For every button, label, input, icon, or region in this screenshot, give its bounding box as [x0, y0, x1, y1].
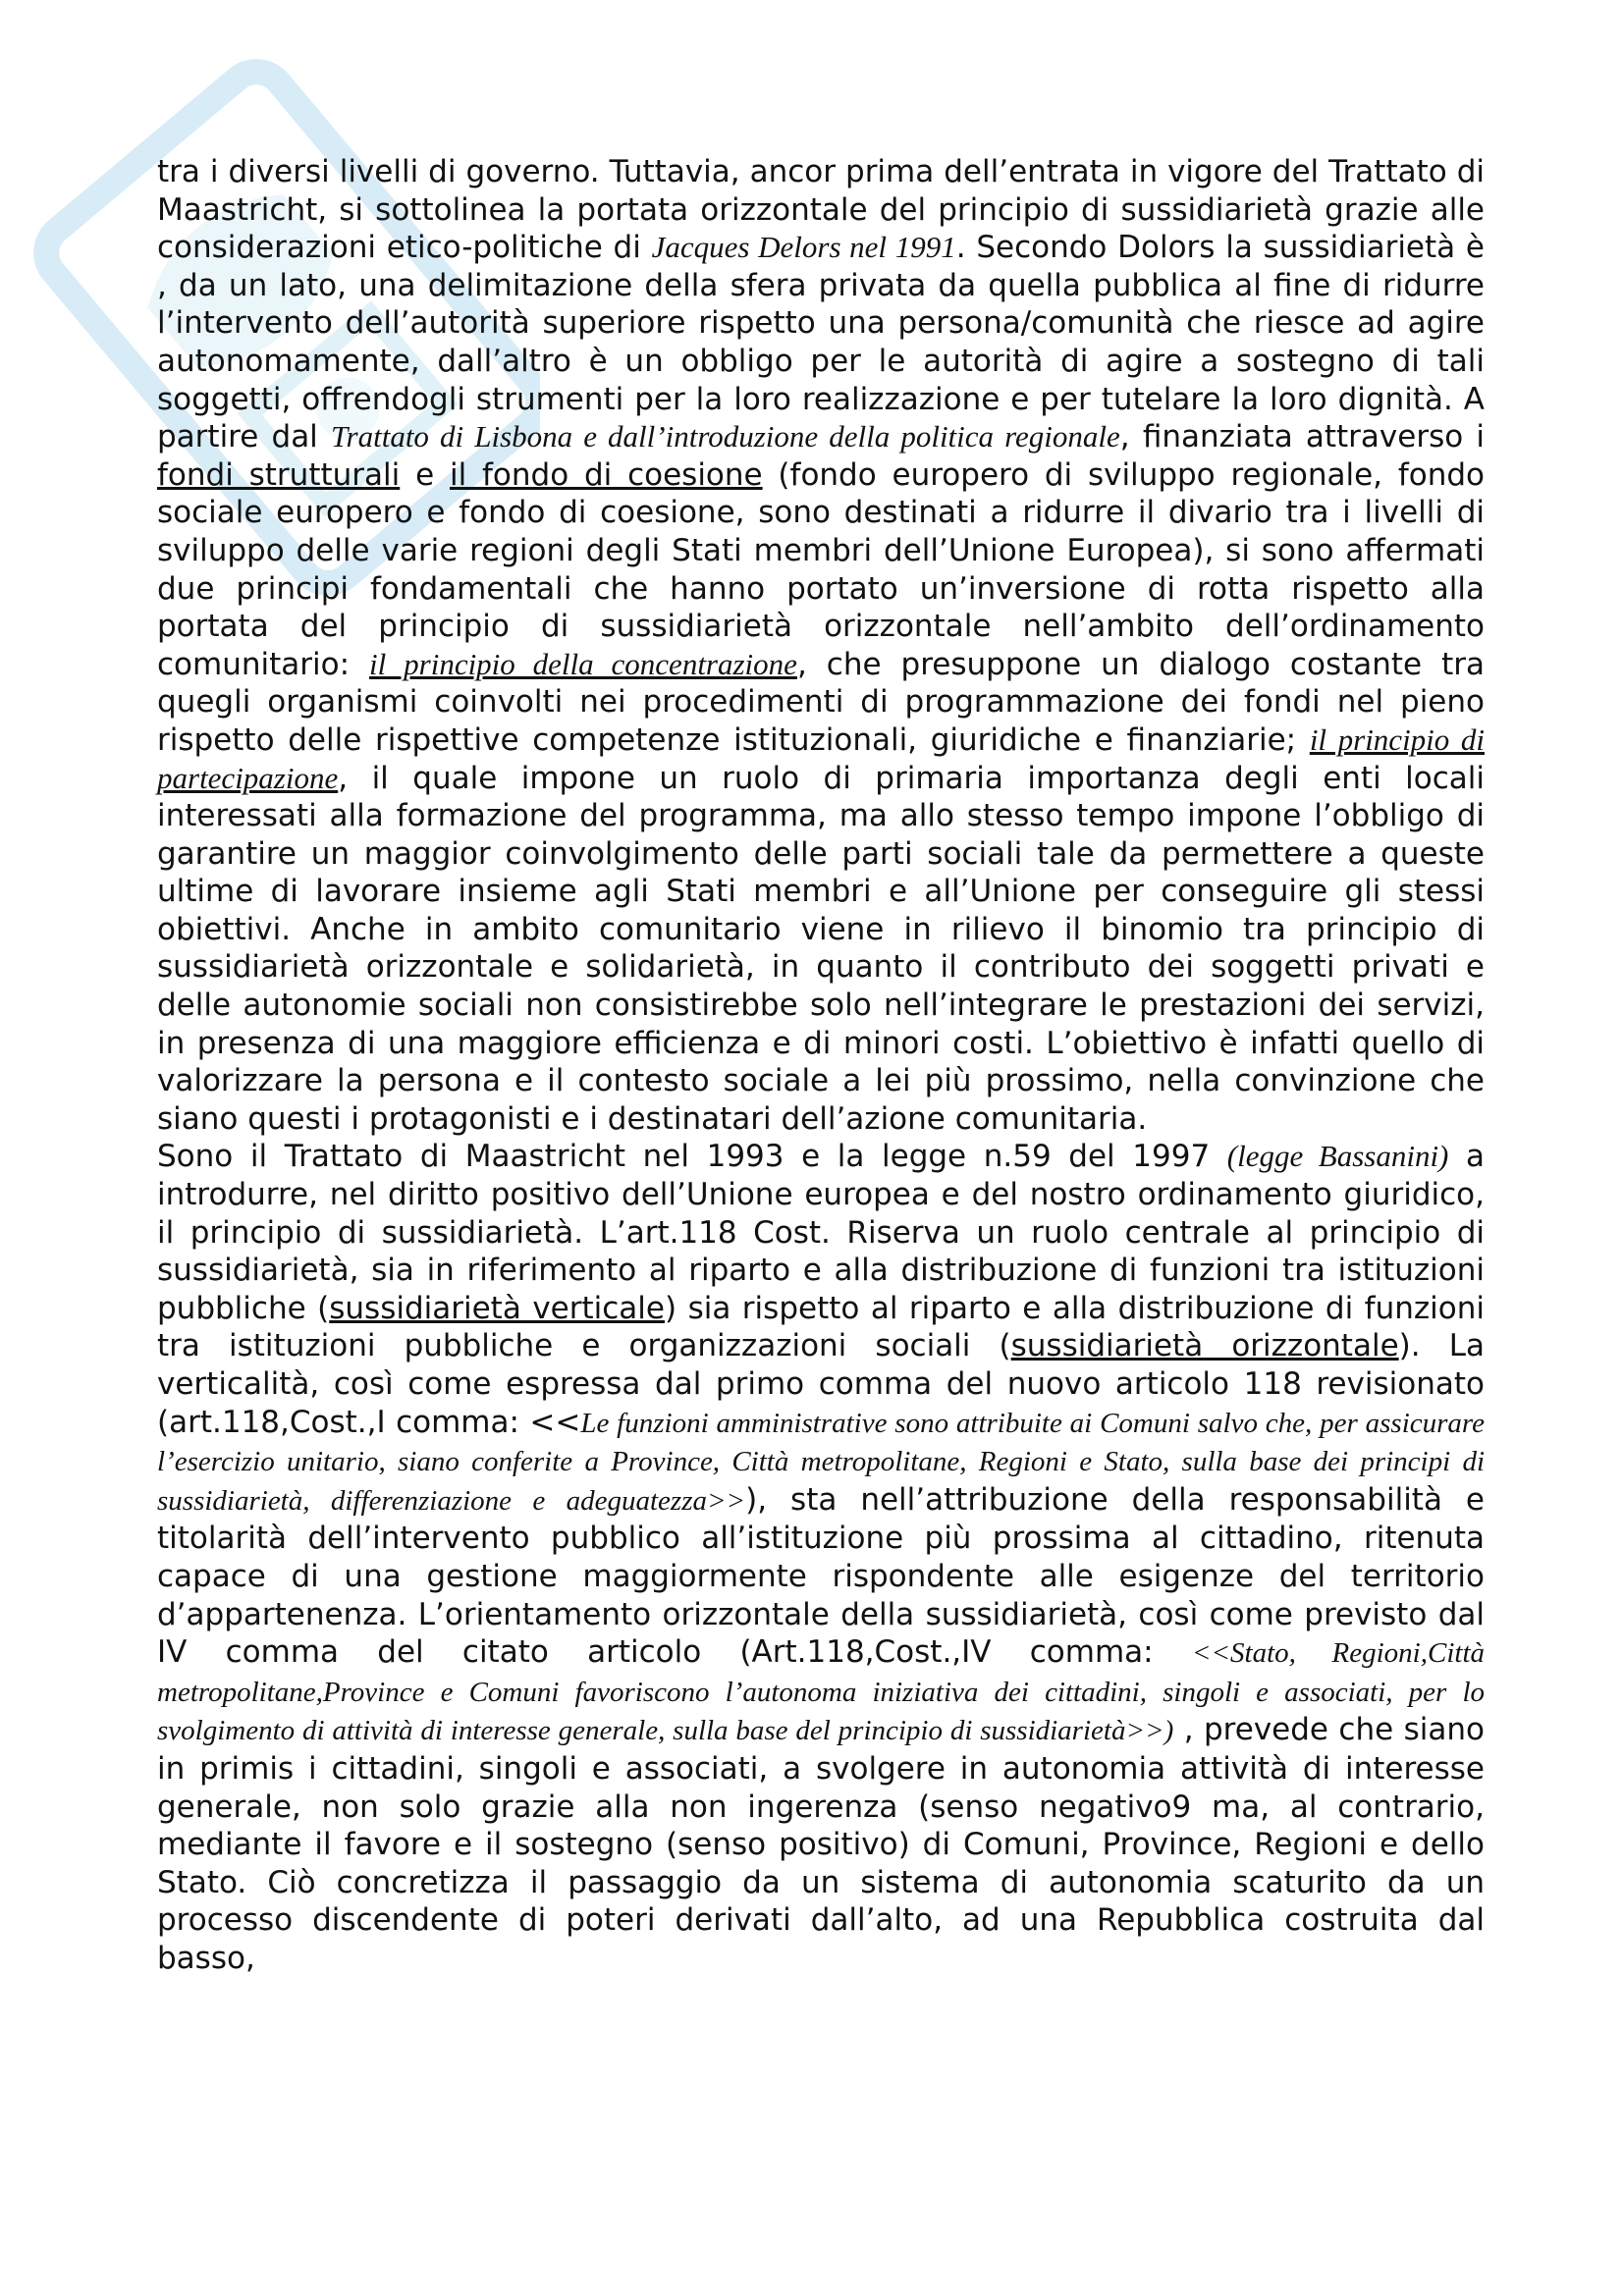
- underlined-italic-term: il principio della concentrazione: [369, 646, 797, 681]
- text-run: ). La verticalità, così come espressa dal primo comma del nuovo articolo 118 revisionato (art.118,Cost.,I comma: <<: [157, 1328, 1485, 1440]
- text-run: , il quale impone un ruolo di primaria importanza degli enti locali interessati alla formazione del programma, ma allo stesso tempo impone l’obbligo di garantire un maggior coinvolgimento delle parti sociali tale da permettere a queste ultime di lavorare insieme agli Stati membri e all’Unione per conseguire gli stessi obiettivi. Anche in ambito comunitario viene in rilievo il binomio tra principio di sussidiarietà orizzontale e solidarietà, in quanto il contributo dei soggetti privati e delle autonomie sociali non consistirebbe solo nell’integrare le prestazioni dei servizi, in presenza di una maggiore efficienza e di minori costi. L’obiettivo è infatti quello di valorizzare la persona e il contesto sociale a lei più prossimo, nella convinzione che siano questi i protagonisti e i destinatari dell’azione comunitaria.: [157, 760, 1485, 1137]
- text-run: ) sia rispetto al riparto e alla distribuzione di funzioni tra istituzioni pubbliche e organizzazioni sociali (: [157, 1290, 1485, 1364]
- legal-quote: Le funzioni amministrative sono attribuite ai Comuni salvo che, per assicurare l’esercizio unitario, siano conferite a Province, Città metropolitane, Regioni e Stato, sulla base dei principi di sussidiarietà, differenziazione e adeguatezza>>: [157, 1407, 1486, 1517]
- paragraph: [157, 1138, 1485, 1977]
- text-run: ), sta nell’attribuzione della responsabilità e titolarità dell’intervento pubblico all’istituzione più prossima al cittadino, ritenuta capace di una gestione maggiormente rispondente alle esigenze del territorio d’appartenenza. L’orientamento orizzontale della sussidiarietà, così come previsto dal IV comma del citato articolo (Art.118,Cost.,IV comma:: [157, 1481, 1485, 1671]
- text-run: , che presuppone un dialogo costante tra quegli organismi coinvolti nei procedimenti di programmazione dei fondi nel pieno rispetto delle rispettive competenze istituzionali, giuridiche e finanziarie;: [157, 646, 1485, 758]
- underlined-italic-term: il principio di partecipazione: [157, 721, 1485, 795]
- text-run: e: [400, 456, 450, 493]
- italic-reference: (legge Bassanini): [1226, 1139, 1449, 1174]
- underlined-term: sussidiarietà orizzontale: [1010, 1328, 1399, 1364]
- paragraph: [157, 153, 1485, 1138]
- text-run: tra i diversi livelli di governo. Tuttavia, ancor prima dell’entrata in vigore del Trattato di Maastricht, si sottolinea la portata orizzontale del principio di sussidiarietà grazie alle considerazioni etico-politiche di: [157, 154, 1485, 266]
- text-run: a introdurre, nel diritto positivo dell’Unione europea e del nostro ordinamento giuridico, il principio di sussidiarietà. L’art.118 Cost. Riserva un ruolo centrale al principio di sussidiarietà, sia in riferimento al riparto e alla distribuzione di funzioni tra istituzioni pubbliche (: [157, 1139, 1485, 1326]
- text-run: , finanziata attraverso i: [1119, 419, 1486, 455]
- text-run: . Secondo Dolors la sussidiarietà è , da un lato, una delimitazione della sfera privata da quella pubblica al fine di ridurre l’intervento dell’autorità superiore rispetto una persona/comunità che riesce ad agire autonomamente, dall’altro è un obbligo per le autorità di agire a sostegno di tali soggetti, offrendogli strumenti per la loro realizzazione e per tutelare la loro dignità. A partire dal: [157, 230, 1485, 455]
- underlined-term: sussidiarietà verticale: [329, 1290, 665, 1326]
- body-text: [157, 153, 1485, 1978]
- text-run: , prevede che siano in primis i cittadini, singoli e associati, a svolgere in autonomia attività di interesse generale, non solo grazie alla non ingerenza (senso negativo9 ma, al contrario, mediante il favore e il sostegno (senso positivo) di Comuni, Province, Regioni e dello Stato. Ciò concretizza il passaggio da un sistema di autonomia scaturito da un processo discendente di poteri derivati dall’alto, ad una Repubblica costruita dal basso,: [157, 1712, 1486, 1976]
- legal-quote: <<Stato, Regioni,Città metropolitane,Province e Comuni favoriscono l’autonoma iniziativa dei cittadini, singoli e associati, per lo svolgimento di attività di interesse generale, sulla base del principio di sussidiarietà>>): [157, 1637, 1485, 1747]
- italic-reference: Jacques Delors nel 1991: [651, 230, 956, 265]
- underlined-term: fondi strutturali: [157, 456, 401, 493]
- text-run: (fondo europero di sviluppo regionale, fondo sociale europero e fondo di coesione, sono destinati a ridurre il divario tra i livelli di sviluppo delle varie regioni degli Stati membri dell’Unione Europea), si sono affermati due principi fondamentali che hanno portato un’inversione di rotta rispetto alla portata del principio di sussidiarietà orizzontale nell’ambito dell’ordinamento comunitario:: [157, 456, 1486, 682]
- underlined-term: il fondo di coesione: [449, 456, 763, 493]
- text-run: Sono il Trattato di Maastricht nel 1993 e la legge n.59 del 1997: [157, 1139, 1227, 1175]
- italic-reference: Trattato di Lisbona e dall’introduzione della politica regionale: [331, 419, 1120, 454]
